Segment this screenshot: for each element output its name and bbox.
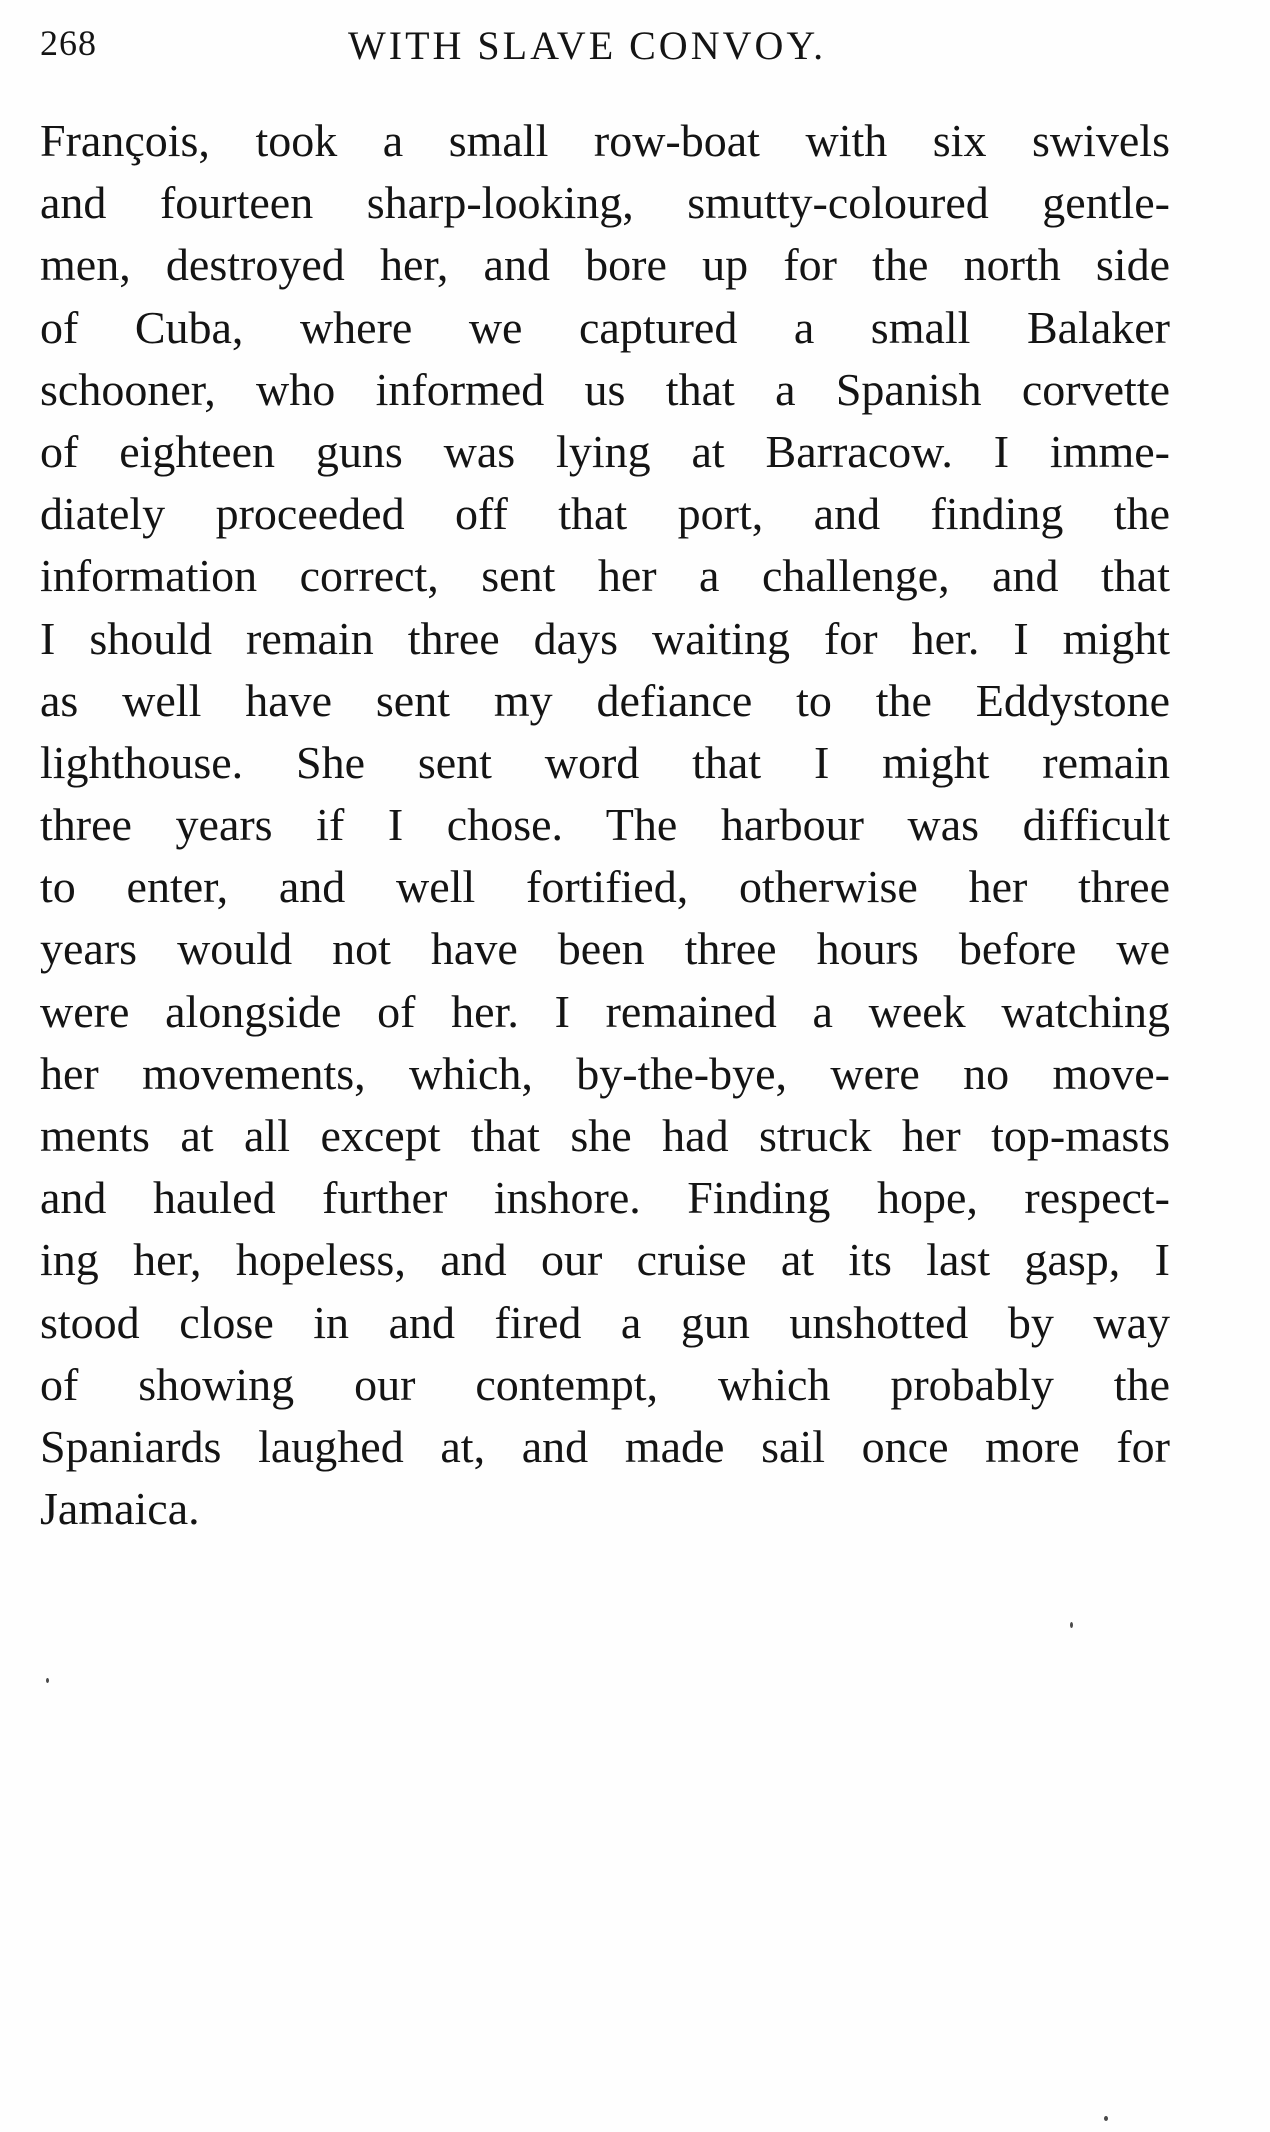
text-line: of eighteen guns was lying at Barracow. I imme- xyxy=(40,425,1170,477)
text-line: François, took a small row-boat with six swivels xyxy=(40,115,1170,166)
text-line: lighthouse. She sent word that I might remain xyxy=(40,736,1170,788)
text-line: Spaniards laughed at, and made sail once more for xyxy=(40,1420,1170,1472)
running-title: WITH SLAVE CONVOY. xyxy=(348,23,827,68)
page-number: 268 xyxy=(40,23,97,63)
text-line: stood close in and fired a gun unshotted by way xyxy=(40,1296,1170,1348)
running-head xyxy=(40,22,1160,82)
text-line: information correct, sent her a challenge, and that xyxy=(40,550,1170,602)
text-line: of Cuba, where we captured a small Balaker xyxy=(40,301,1170,353)
text-line: diately proceeded off that port, and finding the xyxy=(40,488,1170,540)
text-line: schooner, who informed us that a Spanish corvette xyxy=(40,363,1170,415)
text-line: men, destroyed her, and bore up for the north side xyxy=(40,239,1170,291)
text-line: to enter, and well fortified, otherwise her three xyxy=(40,861,1170,913)
body-paragraph xyxy=(40,110,1170,1540)
text-line: ing her, hopeless, and our cruise at its last gasp, I xyxy=(40,1234,1170,1286)
text-line: were alongside of her. I remained a week watching xyxy=(40,985,1170,1037)
print-speck xyxy=(1104,2116,1108,2121)
print-speck xyxy=(1070,1622,1073,1628)
text-line: and fourteen sharp-looking, smutty-coloured gentle- xyxy=(40,177,1170,229)
text-line: and hauled further inshore. Finding hope, respect- xyxy=(40,1172,1170,1224)
print-speck xyxy=(46,1678,49,1683)
text-line: ments at all except that she had struck her top-masts xyxy=(40,1110,1170,1161)
text-line: years would not have been three hours before we xyxy=(40,923,1170,975)
text-line: of showing our contempt, which probably the xyxy=(40,1358,1170,1410)
text-line: three years if I chose. The harbour was difficult xyxy=(40,799,1170,851)
text-line: as well have sent my defiance to the Eddystone xyxy=(40,674,1170,726)
text-line: I should remain three days waiting for her. I might xyxy=(40,612,1170,664)
text-line: her movements, which, by-the-bye, were no move- xyxy=(40,1047,1170,1099)
text-line-last: Jamaica. xyxy=(40,1483,200,1535)
